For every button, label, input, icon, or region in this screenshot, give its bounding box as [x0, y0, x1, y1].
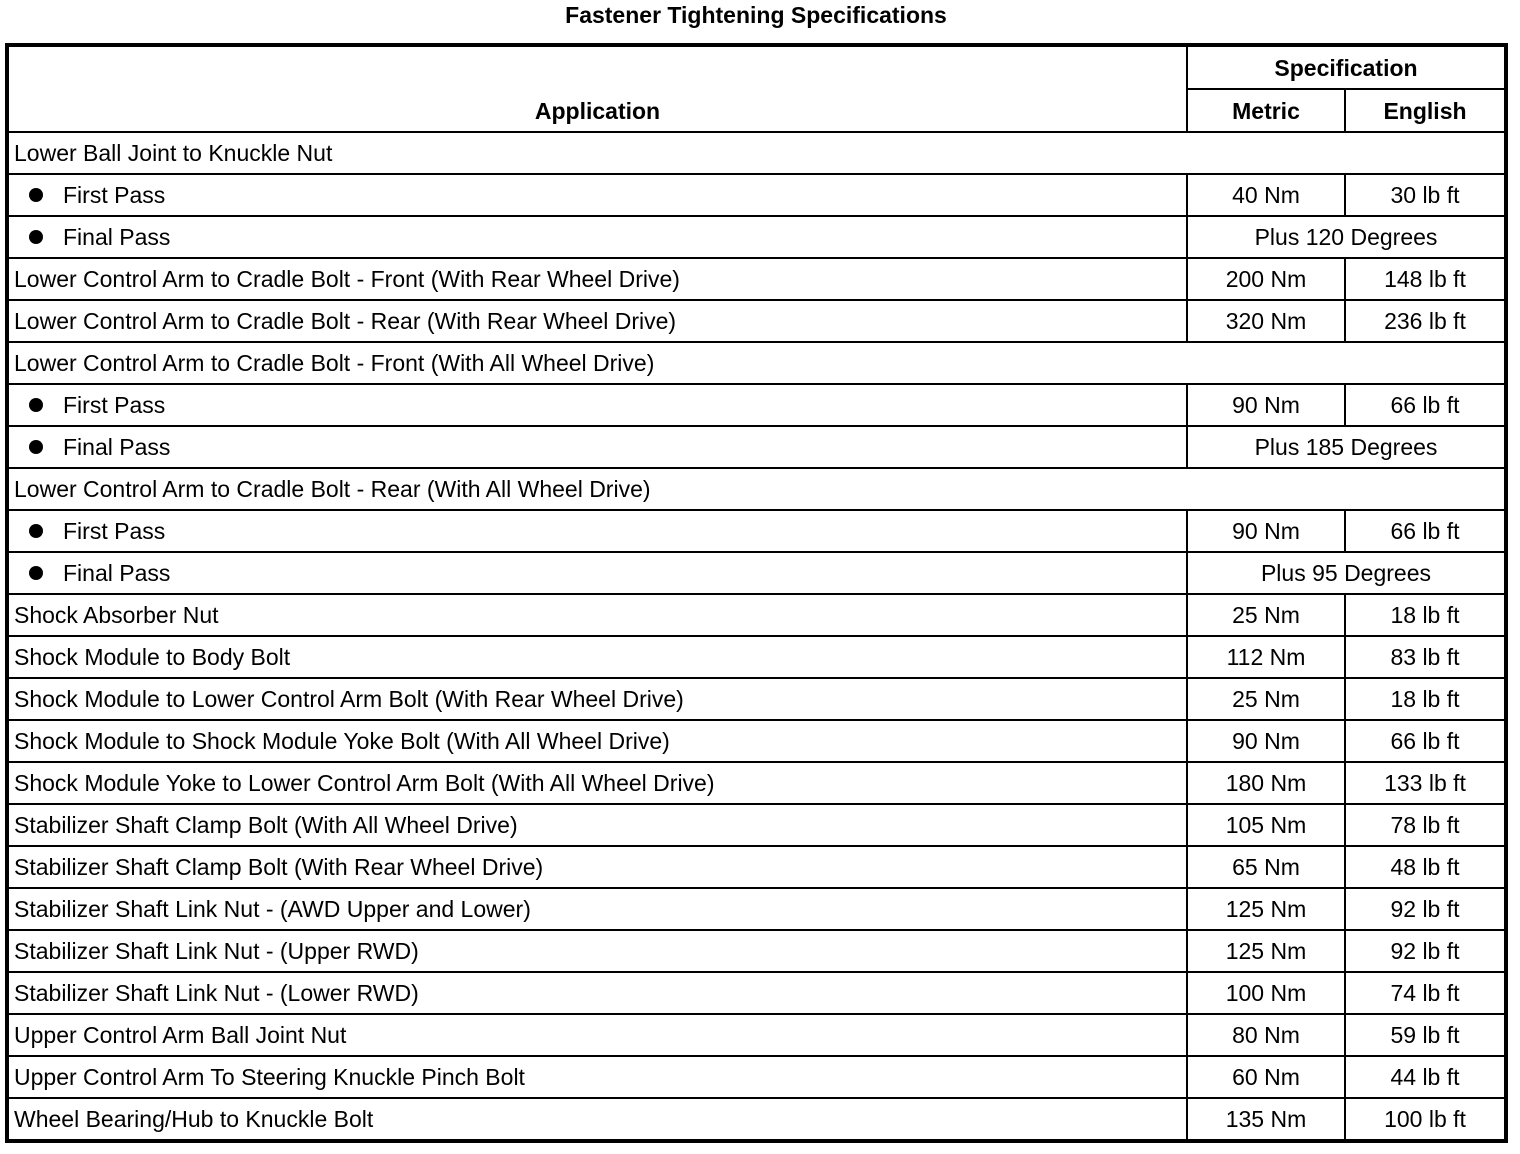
bullet-icon — [29, 398, 43, 412]
header-metric: Metric — [1187, 89, 1345, 132]
sub-step-label: Final Pass — [63, 560, 171, 586]
table-row — [7, 1014, 1506, 1056]
application-label: Stabilizer Shaft Link Nut - (Upper RWD) — [7, 930, 1187, 972]
bullet-icon — [29, 524, 43, 538]
english-value: 236 lb ft — [1345, 300, 1506, 342]
metric-value: 80 Nm — [1187, 1014, 1345, 1056]
metric-value: 200 Nm — [1187, 258, 1345, 300]
table-body — [7, 132, 1506, 1141]
table-row — [7, 594, 1506, 636]
header-specification: Specification — [1187, 45, 1506, 89]
angle-value: Plus 95 Degrees — [1187, 552, 1506, 594]
application-label: Lower Control Arm to Cradle Bolt - Rear (With Rear Wheel Drive) — [7, 300, 1187, 342]
sub-step-cell — [7, 384, 1187, 426]
table-row — [7, 468, 1506, 510]
bullet-icon — [29, 188, 43, 202]
table-row — [7, 972, 1506, 1014]
english-value: 66 lb ft — [1345, 720, 1506, 762]
english-value: 78 lb ft — [1345, 804, 1506, 846]
table-header — [7, 45, 1506, 132]
metric-value: 135 Nm — [1187, 1098, 1345, 1141]
table-row — [7, 216, 1506, 258]
application-label: Wheel Bearing/Hub to Knuckle Bolt — [7, 1098, 1187, 1141]
sub-step-cell — [7, 426, 1187, 468]
table-row — [7, 258, 1506, 300]
metric-value: 40 Nm — [1187, 174, 1345, 216]
metric-value: 125 Nm — [1187, 930, 1345, 972]
table-row — [7, 888, 1506, 930]
header-application: Application — [7, 45, 1187, 132]
english-value: 44 lb ft — [1345, 1056, 1506, 1098]
table-row — [7, 720, 1506, 762]
table-row — [7, 636, 1506, 678]
table-row — [7, 174, 1506, 216]
metric-value: 65 Nm — [1187, 846, 1345, 888]
table-row — [7, 384, 1506, 426]
english-value: 148 lb ft — [1345, 258, 1506, 300]
sub-step-label: First Pass — [63, 182, 166, 208]
metric-value: 320 Nm — [1187, 300, 1345, 342]
english-value: 92 lb ft — [1345, 888, 1506, 930]
table-row — [7, 846, 1506, 888]
metric-value: 90 Nm — [1187, 510, 1345, 552]
metric-value: 100 Nm — [1187, 972, 1345, 1014]
application-label: Upper Control Arm To Steering Knuckle Pinch Bolt — [7, 1056, 1187, 1098]
table-row — [7, 1056, 1506, 1098]
angle-value: Plus 185 Degrees — [1187, 426, 1506, 468]
table-row — [7, 510, 1506, 552]
english-value: 59 lb ft — [1345, 1014, 1506, 1056]
sub-step-cell — [7, 552, 1187, 594]
application-label: Stabilizer Shaft Link Nut - (Lower RWD) — [7, 972, 1187, 1014]
application-label: Shock Module to Shock Module Yoke Bolt (With All Wheel Drive) — [7, 720, 1187, 762]
application-label: Stabilizer Shaft Clamp Bolt (With All Wheel Drive) — [7, 804, 1187, 846]
english-value: 83 lb ft — [1345, 636, 1506, 678]
english-value: 74 lb ft — [1345, 972, 1506, 1014]
angle-value: Plus 120 Degrees — [1187, 216, 1506, 258]
header-english: English — [1345, 89, 1506, 132]
english-value: 30 lb ft — [1345, 174, 1506, 216]
english-value: 18 lb ft — [1345, 594, 1506, 636]
application-label: Shock Absorber Nut — [7, 594, 1187, 636]
group-label: Lower Control Arm to Cradle Bolt - Rear (With All Wheel Drive) — [7, 468, 1506, 510]
english-value: 18 lb ft — [1345, 678, 1506, 720]
metric-value: 25 Nm — [1187, 678, 1345, 720]
application-label: Stabilizer Shaft Link Nut - (AWD Upper and Lower) — [7, 888, 1187, 930]
metric-value: 90 Nm — [1187, 720, 1345, 762]
application-label: Lower Control Arm to Cradle Bolt - Front (With Rear Wheel Drive) — [7, 258, 1187, 300]
metric-value: 60 Nm — [1187, 1056, 1345, 1098]
sub-step-label: First Pass — [63, 518, 166, 544]
application-label: Shock Module to Body Bolt — [7, 636, 1187, 678]
application-label: Upper Control Arm Ball Joint Nut — [7, 1014, 1187, 1056]
metric-value: 105 Nm — [1187, 804, 1345, 846]
group-label: Lower Control Arm to Cradle Bolt - Front (With All Wheel Drive) — [7, 342, 1506, 384]
table-row — [7, 552, 1506, 594]
application-label: Shock Module to Lower Control Arm Bolt (With Rear Wheel Drive) — [7, 678, 1187, 720]
english-value: 100 lb ft — [1345, 1098, 1506, 1141]
table-row — [7, 1098, 1506, 1141]
metric-value: 25 Nm — [1187, 594, 1345, 636]
english-value: 92 lb ft — [1345, 930, 1506, 972]
metric-value: 180 Nm — [1187, 762, 1345, 804]
english-value: 66 lb ft — [1345, 384, 1506, 426]
page-title: Fastener Tightening Specifications — [565, 2, 947, 28]
application-label: Stabilizer Shaft Clamp Bolt (With Rear Wheel Drive) — [7, 846, 1187, 888]
english-value: 133 lb ft — [1345, 762, 1506, 804]
english-value: 66 lb ft — [1345, 510, 1506, 552]
sub-step-label: Final Pass — [63, 224, 171, 250]
metric-value: 112 Nm — [1187, 636, 1345, 678]
table-row — [7, 930, 1506, 972]
group-label: Lower Ball Joint to Knuckle Nut — [7, 132, 1506, 174]
application-label: Shock Module Yoke to Lower Control Arm Bolt (With All Wheel Drive) — [7, 762, 1187, 804]
sub-step-cell — [7, 216, 1187, 258]
english-value: 48 lb ft — [1345, 846, 1506, 888]
sub-step-label: Final Pass — [63, 434, 171, 460]
bullet-icon — [29, 566, 43, 580]
bullet-icon — [29, 440, 43, 454]
table-row — [7, 132, 1506, 174]
table-row — [7, 426, 1506, 468]
table-row — [7, 678, 1506, 720]
sub-step-cell — [7, 174, 1187, 216]
table-row — [7, 300, 1506, 342]
table-row — [7, 342, 1506, 384]
table-row — [7, 762, 1506, 804]
metric-value: 90 Nm — [1187, 384, 1345, 426]
fastener-spec-table — [5, 43, 1508, 1143]
bullet-icon — [29, 230, 43, 244]
table-row — [7, 804, 1506, 846]
metric-value: 125 Nm — [1187, 888, 1345, 930]
sub-step-label: First Pass — [63, 392, 166, 418]
sub-step-cell — [7, 510, 1187, 552]
